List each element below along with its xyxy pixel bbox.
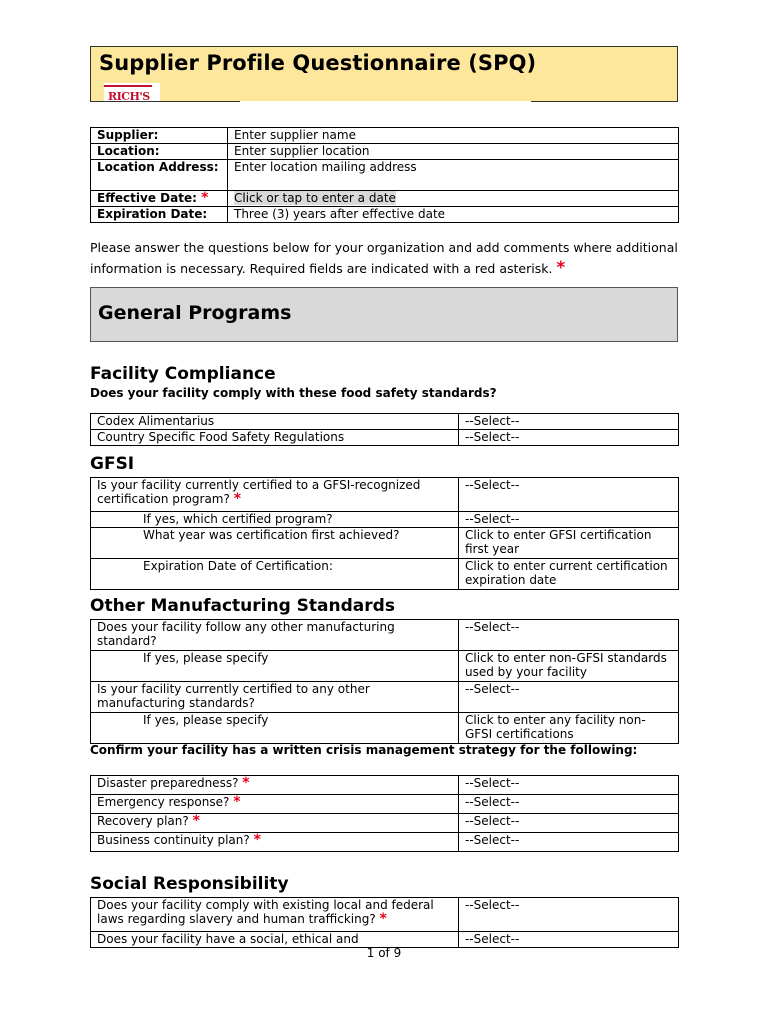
- effective-date-label: Effective Date: *: [91, 191, 228, 207]
- other-standards-table: [90, 619, 679, 744]
- gfsi-table: [90, 477, 679, 590]
- required-asterisk: *: [242, 775, 250, 791]
- recovery-plan-label: Recovery plan? *: [91, 814, 459, 833]
- required-asterisk: *: [556, 258, 566, 278]
- document-title: Supplier Profile Questionnaire (SPQ): [99, 51, 537, 75]
- recovery-plan-select[interactable]: --Select--: [459, 814, 679, 833]
- gfsi-certified-select[interactable]: --Select--: [459, 478, 679, 512]
- facility-compliance-heading: Facility Compliance: [90, 364, 276, 384]
- instructions-paragraph: Please answer the questions below for your organization and add comments where additional information is necessary. Required fields are indicated with a red asterisk. *: [90, 240, 678, 278]
- gfsi-first-year-field[interactable]: Click to enter GFSI certification first year: [459, 528, 679, 559]
- non-gfsi-standards-field[interactable]: Click to enter non-GFSI standards used by your facility: [459, 651, 679, 682]
- business-continuity-select[interactable]: --Select--: [459, 833, 679, 852]
- effective-date-field[interactable]: [228, 191, 679, 207]
- other-certified-question: Is your facility currently certified to any other manufacturing standards?: [91, 682, 459, 713]
- required-asterisk: *: [201, 190, 209, 206]
- codex-select[interactable]: --Select--: [459, 414, 679, 430]
- facility-compliance-question: Does your facility comply with these food safety standards?: [90, 386, 497, 400]
- social-responsibility-heading: Social Responsibility: [90, 874, 289, 894]
- required-asterisk: *: [192, 813, 200, 829]
- gfsi-first-year-label: What year was certification first achieved?: [91, 528, 459, 559]
- other-standard-select[interactable]: --Select--: [459, 620, 679, 651]
- social-ethical-select[interactable]: --Select--: [459, 932, 679, 948]
- required-asterisk: *: [233, 491, 242, 507]
- disaster-preparedness-label: Disaster preparedness? *: [91, 776, 459, 795]
- other-certified-specify-label: If yes, please specify: [91, 713, 459, 744]
- other-standards-heading: Other Manufacturing Standards: [90, 596, 395, 616]
- gfsi-expiration-field[interactable]: Click to enter current certification expiration date: [459, 559, 679, 590]
- disaster-preparedness-select[interactable]: --Select--: [459, 776, 679, 795]
- supplier-location-field[interactable]: Enter supplier location: [228, 144, 679, 160]
- gfsi-heading: GFSI: [90, 454, 135, 474]
- gfsi-certified-question: Is your facility currently certified to a GFSI-recognized certification program? *: [91, 478, 459, 512]
- social-responsibility-table: [90, 897, 679, 948]
- date-picker-placeholder[interactable]: Click or tap to enter a date: [234, 191, 396, 205]
- gfsi-program-label: If yes, which certified program?: [91, 512, 459, 528]
- supplier-info-table: [90, 127, 679, 223]
- supplier-name-field[interactable]: Enter supplier name: [228, 128, 679, 144]
- facility-compliance-table: [90, 413, 679, 446]
- standard-label: Country Specific Food Safety Regulations: [91, 430, 459, 446]
- title-divider: [240, 101, 531, 103]
- trafficking-compliance-question: Does your facility comply with existing local and federal laws regarding slavery and human trafficking? *: [91, 898, 459, 932]
- non-gfsi-certifications-field[interactable]: Click to enter any facility non-GFSI certifications: [459, 713, 679, 744]
- emergency-response-select[interactable]: --Select--: [459, 795, 679, 814]
- supplier-label: Supplier:: [91, 128, 228, 144]
- company-logo: RICH'S: [104, 83, 160, 101]
- section-title: General Programs: [98, 302, 292, 324]
- expiration-date-label: Expiration Date:: [91, 207, 228, 223]
- expiration-date-value: Three (3) years after effective date: [228, 207, 679, 223]
- social-ethical-question: Does your facility have a social, ethical and: [91, 932, 459, 948]
- business-continuity-label: Business continuity plan? *: [91, 833, 459, 852]
- trafficking-compliance-select[interactable]: --Select--: [459, 898, 679, 932]
- location-label: Location:: [91, 144, 228, 160]
- required-asterisk: *: [379, 911, 387, 927]
- standard-label: Codex Alimentarius: [91, 414, 459, 430]
- other-standard-question: Does your facility follow any other manufacturing standard?: [91, 620, 459, 651]
- other-certified-select[interactable]: --Select--: [459, 682, 679, 713]
- required-asterisk: *: [233, 794, 241, 810]
- location-address-label: Location Address:: [91, 160, 228, 191]
- gfsi-expiration-label: Expiration Date of Certification:: [91, 559, 459, 590]
- other-standard-specify-label: If yes, please specify: [91, 651, 459, 682]
- page-number: 1 of 9: [366, 946, 402, 960]
- crisis-question: Confirm your facility has a written crisis management strategy for the following:: [90, 743, 638, 757]
- country-regulations-select[interactable]: --Select--: [459, 430, 679, 446]
- crisis-table: [90, 775, 679, 852]
- required-asterisk: *: [253, 832, 261, 848]
- location-address-field[interactable]: Enter location mailing address: [228, 160, 679, 191]
- gfsi-program-select[interactable]: --Select--: [459, 512, 679, 528]
- emergency-response-label: Emergency response? *: [91, 795, 459, 814]
